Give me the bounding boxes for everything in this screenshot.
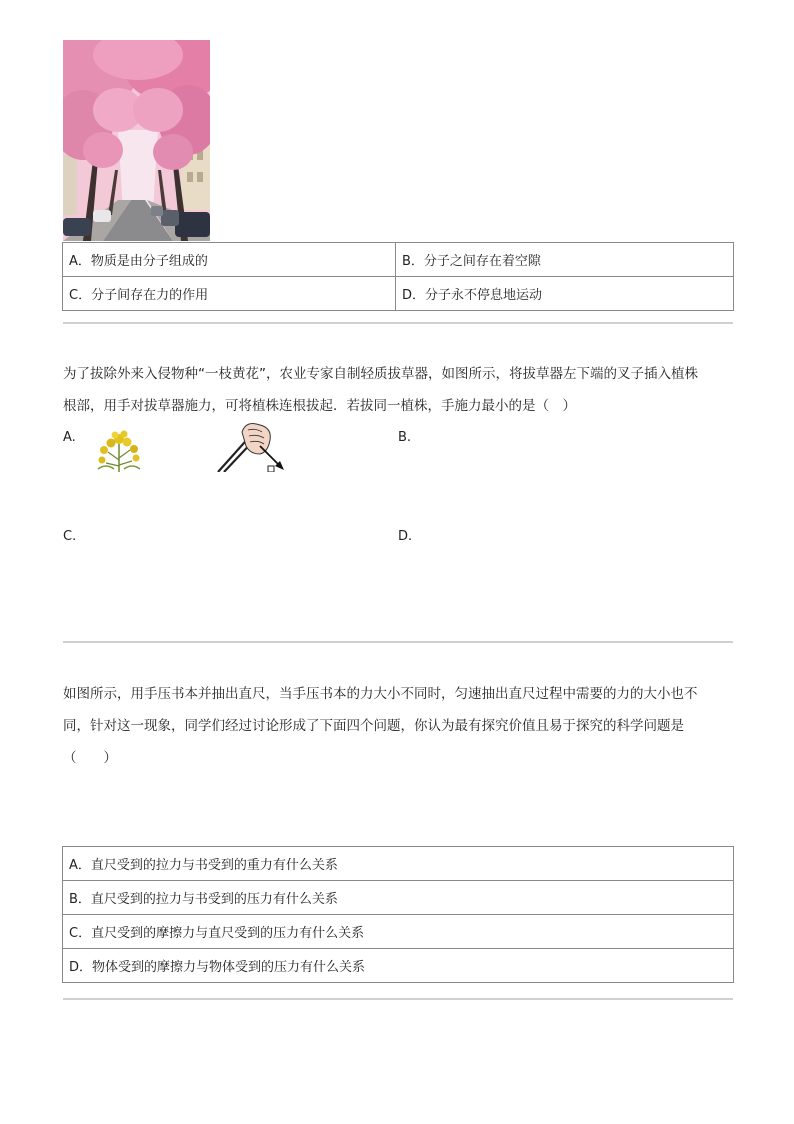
question-divider — [63, 641, 733, 643]
q1-option-d[interactable]: D．分子永不停息地运动 — [396, 277, 734, 311]
q3-stem-line: 如图所示，用手压书本并抽出直尺，当手压书本的力大小不同时，匀速抽出直尺过程中需要的力的大小也不 — [63, 686, 698, 702]
q2-stem-line: 根部，用手对拔草器施力，可将植株连根拔起．若拔同一植株，手施力最小的是（ ） — [63, 398, 576, 414]
table-row — [63, 881, 734, 915]
q2-option-c-label[interactable]: C. — [63, 529, 77, 544]
q3-option-b[interactable]: B．直尺受到的拉力与书受到的压力有什么关系 — [63, 881, 734, 915]
q3-stem — [63, 678, 735, 774]
q3-options-table — [62, 846, 734, 983]
q3-option-d[interactable]: D．物体受到的摩擦力与物体受到的压力有什么关系 — [63, 949, 734, 983]
q1-option-a[interactable]: A．物质是由分子组成的 — [63, 243, 396, 277]
q3-stem-line: 同，针对这一现象，同学们经过讨论形成了下面四个问题，你认为最有探究价值且易于探究的科学问题是 — [63, 718, 684, 734]
q2-option-b-label[interactable]: B. — [398, 430, 412, 445]
q2-stem — [63, 358, 735, 422]
weed-puller-hand-figure — [212, 422, 288, 472]
table-row — [63, 243, 734, 277]
q2-stem-line: 为了拔除外来入侵物种“一枝黄花”，农业专家自制轻质拔草器，如图所示，将拔草器左下端的叉子插入植株 — [63, 366, 698, 382]
table-row — [63, 277, 734, 311]
table-row — [63, 847, 734, 881]
question-divider — [63, 322, 733, 324]
q1-options-table — [62, 242, 734, 311]
table-row — [63, 949, 734, 983]
q3-stem-line: （ ） — [63, 750, 117, 766]
q3-option-a[interactable]: A．直尺受到的拉力与书受到的重力有什么关系 — [63, 847, 734, 881]
q2-option-d-label[interactable]: D. — [398, 529, 413, 544]
cherry-blossom-street-photo — [63, 40, 210, 241]
q1-option-b[interactable]: B．分子之间存在着空隙 — [396, 243, 734, 277]
q2-option-a-label[interactable]: A. — [63, 430, 76, 445]
goldenrod-plant-figure — [96, 430, 142, 472]
q3-option-c[interactable]: C．直尺受到的摩擦力与直尺受到的压力有什么关系 — [63, 915, 734, 949]
table-row — [63, 915, 734, 949]
q1-option-c[interactable]: C．分子间存在力的作用 — [63, 277, 396, 311]
question-divider — [63, 998, 733, 1000]
